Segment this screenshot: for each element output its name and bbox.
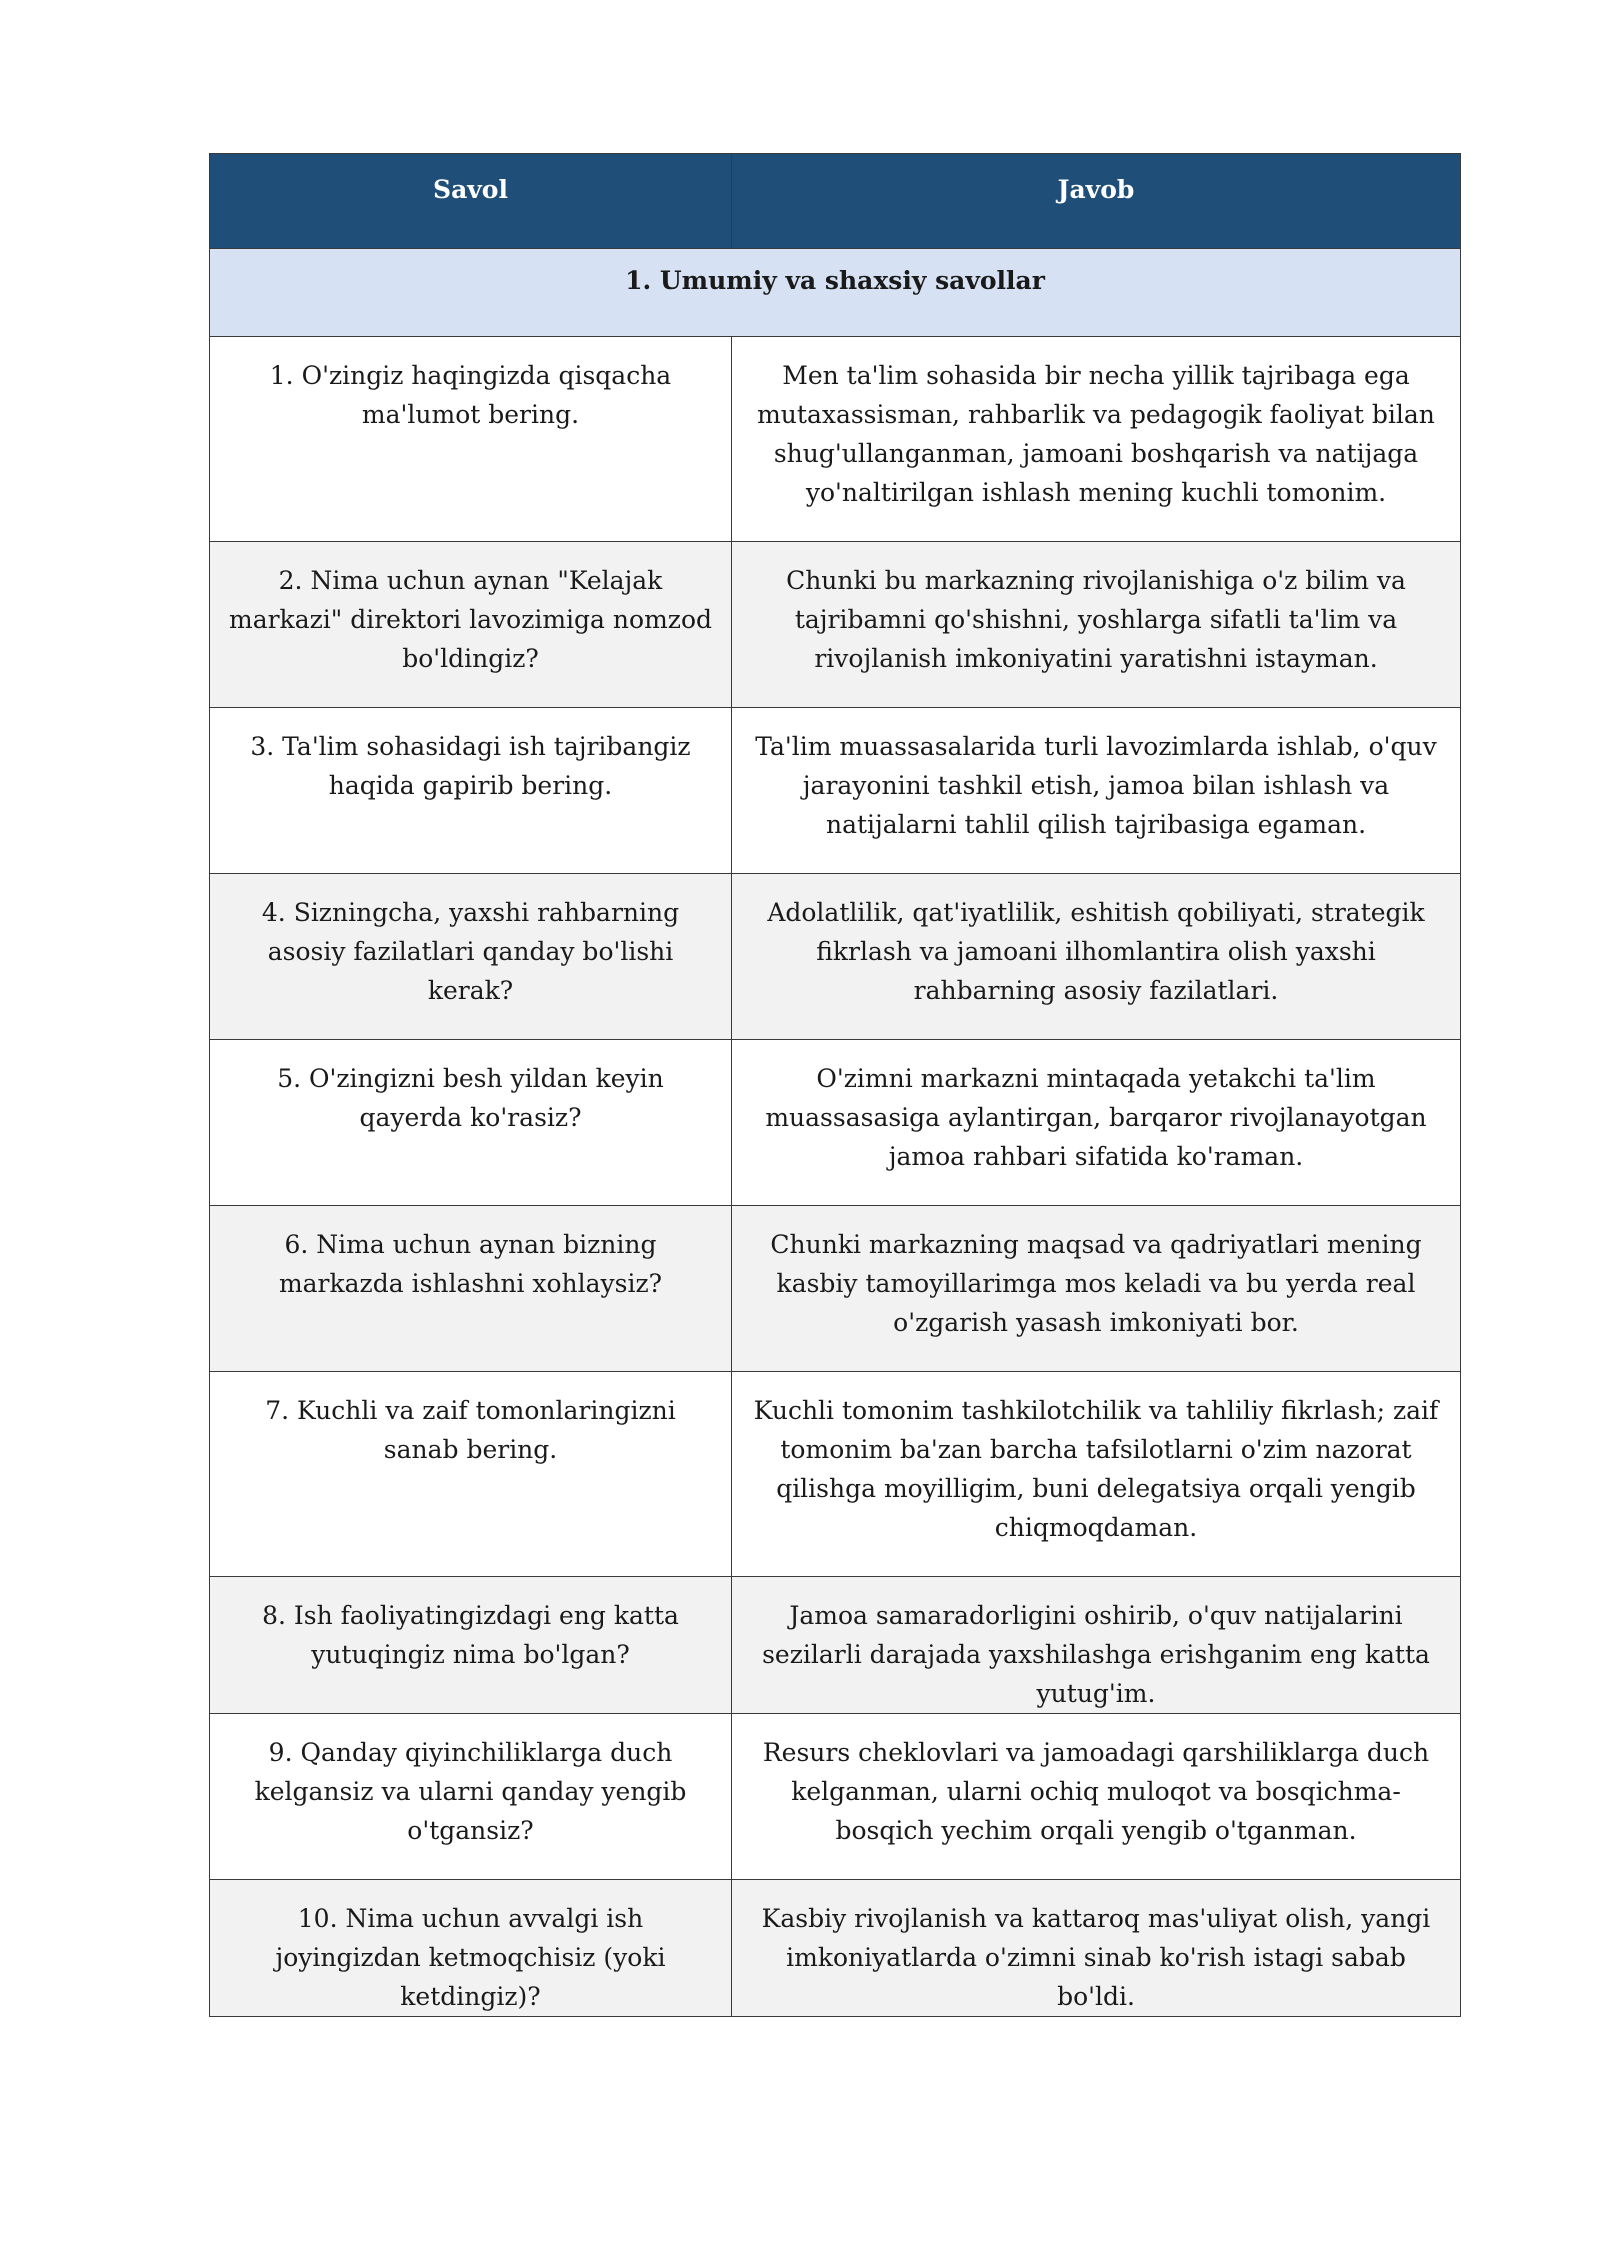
header-javob: Javob: [732, 154, 1461, 249]
table-row: [210, 1206, 1461, 1372]
question-cell: 7. Kuchli va zaif tomonlaringizni sanab bering.: [210, 1372, 732, 1577]
qa-table: [209, 153, 1461, 2017]
table-row: [210, 874, 1461, 1040]
table-row: [210, 1714, 1461, 1880]
answer-cell: Jamoa samaradorligini oshirib, o'quv natijalarini sezilarli darajada yaxshilashga erishganim eng katta yutug'im.: [732, 1577, 1461, 1714]
section-row: [210, 249, 1461, 337]
question-cell: 10. Nima uchun avvalgi ish joyingizdan ketmoqchisiz (yoki ketdingiz)?: [210, 1880, 732, 2017]
question-cell: 2. Nima uchun aynan "Kelajak markazi" direktori lavozimiga nomzod bo'ldingiz?: [210, 542, 732, 708]
section-title: 1. Umumiy va shaxsiy savollar: [210, 249, 1461, 337]
question-cell: 6. Nima uchun aynan bizning markazda ishlashni xohlaysiz?: [210, 1206, 732, 1372]
question-cell: 8. Ish faoliyatingizdagi eng katta yutuqingiz nima bo'lgan?: [210, 1577, 732, 1714]
table-row: [210, 1880, 1461, 2017]
header-row: [210, 154, 1461, 249]
answer-cell: Adolatlilik, qat'iyatlilik, eshitish qobiliyati, strategik fikrlash va jamoani ilhomlantira olish yaxshi rahbarning asosiy fazilatlari.: [732, 874, 1461, 1040]
answer-cell: Men ta'lim sohasida bir necha yillik tajribaga ega mutaxassisman, rahbarlik va pedagogik faoliyat bilan shug'ullanganman, jamoani boshqarish va natijaga yo'naltirilgan ishlash mening kuchli tomonim.: [732, 337, 1461, 542]
question-cell: 3. Ta'lim sohasidagi ish tajribangiz haqida gapirib bering.: [210, 708, 732, 874]
answer-cell: O'zimni markazni mintaqada yetakchi ta'lim muassasasiga aylantirgan, barqaror rivojlanayotgan jamoa rahbari sifatida ko'raman.: [732, 1040, 1461, 1206]
question-cell: 9. Qanday qiyinchiliklarga duch kelgansiz va ularni qanday yengib o'tgansiz?: [210, 1714, 732, 1880]
question-cell: 5. O'zingizni besh yildan keyin qayerda ko'rasiz?: [210, 1040, 732, 1206]
answer-cell: Resurs cheklovlari va jamoadagi qarshiliklarga duch kelganman, ularni ochiq muloqot va bosqichma-bosqich yechim orqali yengib o'tganman.: [732, 1714, 1461, 1880]
question-cell: 1. O'zingiz haqingizda qisqacha ma'lumot bering.: [210, 337, 732, 542]
table-row: [210, 542, 1461, 708]
answer-cell: Chunki bu markazning rivojlanishiga o'z bilim va tajribamni qo'shishni, yoshlarga sifatli ta'lim va rivojlanish imkoniyatini yaratishni istayman.: [732, 542, 1461, 708]
answer-cell: Kuchli tomonim tashkilotchilik va tahliliy fikrlash; zaif tomonim ba'zan barcha tafsilotlarni o'zim nazorat qilishga moyilligim, buni delegatsiya orqali yengib chiqmoqdaman.: [732, 1372, 1461, 1577]
table-row: [210, 708, 1461, 874]
table-row: [210, 337, 1461, 542]
answer-cell: Kasbiy rivojlanish va kattaroq mas'uliyat olish, yangi imkoniyatlarda o'zimni sinab ko'rish istagi sabab bo'ldi.: [732, 1880, 1461, 2017]
header-savol: Savol: [210, 154, 732, 249]
table-row: [210, 1040, 1461, 1206]
table-row: [210, 1372, 1461, 1577]
answer-cell: Ta'lim muassasalarida turli lavozimlarda ishlab, o'quv jarayonini tashkil etish, jamoa bilan ishlash va natijalarni tahlil qilish tajribasiga egaman.: [732, 708, 1461, 874]
answer-cell: Chunki markazning maqsad va qadriyatlari mening kasbiy tamoyillarimga mos keladi va bu yerda real o'zgarish yasash imkoniyati bor.: [732, 1206, 1461, 1372]
question-cell: 4. Sizningcha, yaxshi rahbarning asosiy fazilatlari qanday bo'lishi kerak?: [210, 874, 732, 1040]
table-row: [210, 1577, 1461, 1714]
